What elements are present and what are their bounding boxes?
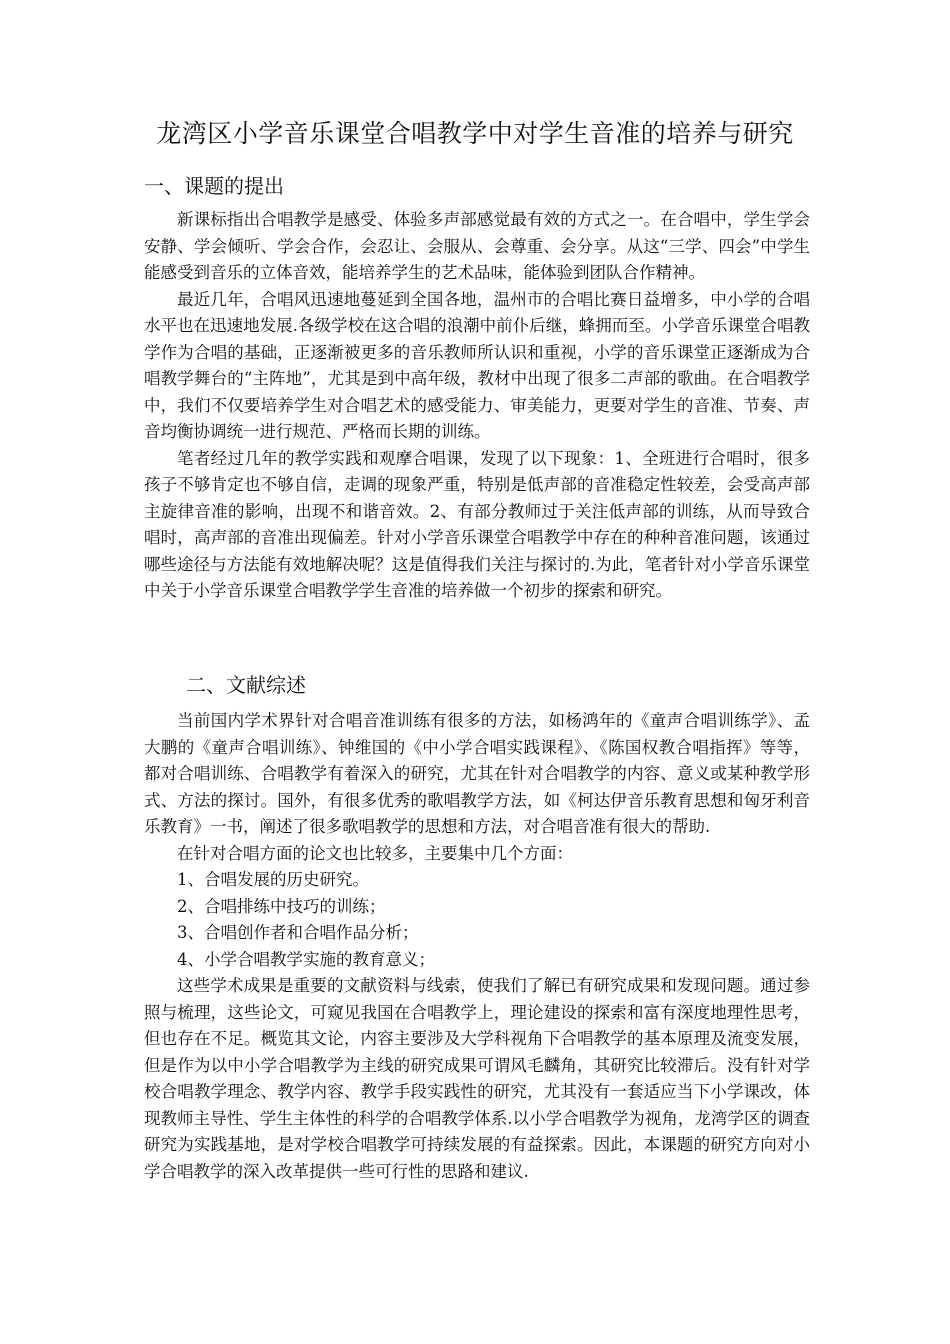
section-heading-1: 一、课题的提出 <box>144 174 284 198</box>
paragraph: 在针对合唱方面的论文也比较多，主要集中几个方面： <box>177 843 573 863</box>
list-item: 3、合唱创作者和合唱作品分析； <box>177 923 419 942</box>
section-heading-2: 二、文献综述 <box>186 673 306 697</box>
list-item: 2、合唱排练中技巧的训练； <box>177 896 386 916</box>
paragraph: 这些学术成果是重要的文献资料与线索，使我们了解已有研究成果和发现问题。通过参照与梳理，这些论文，可窥见我国在合唱教学上，理论建设的探索和富有深度地理性思考，但也存在不足。概览其文论，内容主要涉及大学科视角下合唱教学的基本原理及流变发展，但是作为以中小学合唱教学为主线的研究成果可谓风毛麟角，其研究比较滞后。没有针对学校合唱教学理念、教学内容、教学手段实践性的研究，尤其没有一套适应当下小学课改，体现教师主导性、学生主体性的科学的合唱教学体系.以小学合唱教学为视角，龙湾学区的调查研究为实践基地，是对学校合唱教学可持续发展的有益探索。因此，本课题的研究方向对小学合唱教学的深入改革提供一些可行性的思路和建议. <box>144 976 810 1181</box>
paragraph: 笔者经过几年的教学实践和观摩合唱课，发现了以下现象：1、全班进行合唱时，很多孩子不够肯定也不够自信，走调的现象严重，特别是低声部的音准稳定性较差，会受高声部主旋律音准的影响，出现不和谐音效。2、有部分教师过于关注低声部的训练，从而导致合唱时，高声部的音准出现偏差。针对小学音乐课堂合唱教学中存在的种种音准问题，该通过哪些途径与方法能有效地解决呢？这是值得我们关注与探讨的.为此，笔者针对小学音乐课堂中关于小学音乐课堂合唱教学学生音准的培养做一个初步的探索和研究。 <box>144 448 810 600</box>
paragraph: 当前国内学术界针对合唱音准训练有很多的方法，如杨鸿年的《童声合唱训练学》、孟大鹏的《童声合唱训练》、钟维国的《中小学合唱实践课程》、《陈国权教合唱指挥》等等，都对合唱训练、合唱教学有着深入的研究，尤其在针对合唱教学的内容、意义或某种教学形式、方法的探讨。国外，有很多优秀的歌唱教学方法，如《柯达伊音乐教育思想和匈牙利音乐教育》一书，阐述了很多歌唱教学的思想和方法，对合唱音准有很大的帮助. <box>144 711 810 836</box>
list-item: 4、小学合唱教学实施的教育意义； <box>177 949 435 969</box>
section-1-body <box>144 207 810 605</box>
section-2-body <box>144 708 810 1185</box>
list-item: 1、合唱发展的历史研究。 <box>177 870 369 889</box>
paragraph: 新课标指出合唱教学是感受、体验多声部感觉最有效的方式之一。在合唱中，学生学会安静、学会倾听、学会合作，会忍让、会服从、会尊重、会分享。从这“三学、四会”中学生能感受到音乐的立体音效，能培养学生的艺术品味，能体验到团队合作精神。 <box>144 210 810 282</box>
document-title: 龙湾区小学音乐课堂合唱教学中对学生音准的培养与研究 <box>156 119 794 148</box>
paragraph: 最近几年，合唱风迅速地蔓延到全国各地，温州市的合唱比赛日益增多，中小学的合唱水平也在迅速地发展.各级学校在这合唱的浪潮中前仆后继，蜂拥而至。小学音乐课堂合唱教学作为合唱的基础，正逐渐被更多的音乐教师所认识和重视，小学的音乐课堂正逐渐成为合唱教学舞台的“主阵地”，尤其是到中高年级，教材中出现了很多二声部的歌曲。在合唱教学中，我们不仅要培养学生对合唱艺术的感受能力、审美能力，更要对学生的音准、节奏、声音均衡协调统一进行规范、严格而长期的训练。 <box>144 289 810 441</box>
